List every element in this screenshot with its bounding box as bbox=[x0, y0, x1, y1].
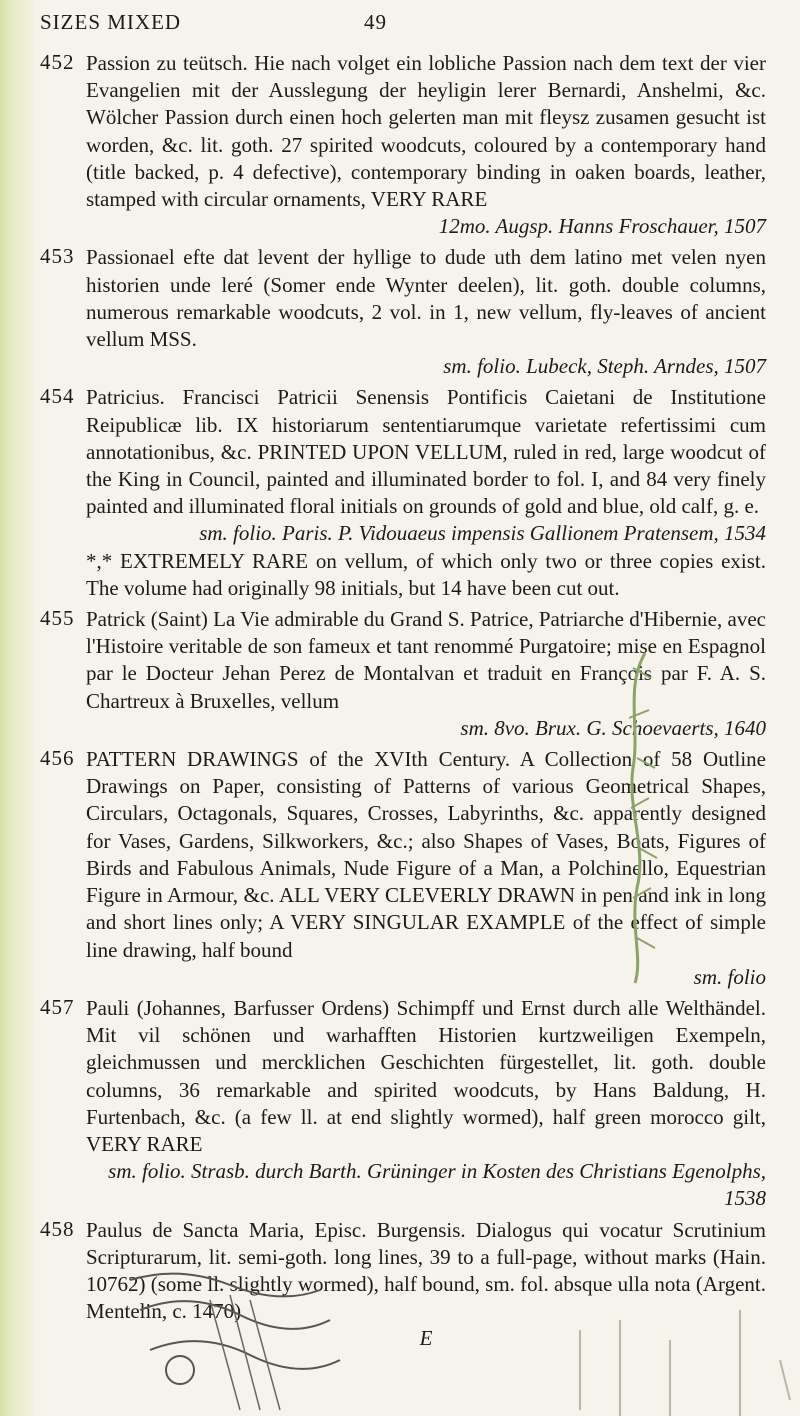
page-edge bbox=[0, 0, 34, 1416]
lot-entry bbox=[40, 746, 780, 991]
catalogue-entries bbox=[40, 50, 780, 1357]
marginal-drawing-illustration bbox=[615, 648, 665, 988]
lot-imprint: sm. folio. Lubeck, Steph. Arndes, 1507 bbox=[443, 354, 766, 379]
lot-description: Patrick (Saint) La Vie admirable du Grand S. Patrice, Patriarche d'Hibernie, avec l'Histoire veritable de son fameux et tant renommé Purgatoire; mise en Espagnol par le Docteur Jehan Perez de Montalvan et traduit en François par F. A. S. Chartreux à Bruxelles, vellum bbox=[86, 607, 766, 713]
lot-note: *,* EXTREMELY RARE on vellum, of which only two or three copies exist. The volume had originally 98 initials, but 14 have been cut out. bbox=[86, 548, 766, 600]
woodcut-illustration bbox=[120, 1260, 420, 1416]
lot-imprint: 12mo. Augsp. Hanns Froschauer, 1507 bbox=[438, 214, 766, 239]
lot-description: Pauli (Johannes, Barfusser Ordens) Schimpff und Ernst durch alle Welthändel. Mit vil schönen und warhafften Historien kurtzweiligen Exempeln, gleichmussen und mercklichen Geschichten fürgestellet, lit. goth. double columns, 36 remarkable and spirited woodcuts, by Hans Baldung, H. Furtenbach, &c. (a few ll. at end slightly wormed), half green morocco gilt, VERY RARE bbox=[86, 995, 766, 1156]
lot-entry bbox=[40, 995, 780, 1213]
lot-description: Passionael efte dat levent der hyllige to dude uth dem latino met velen nyen historien unde leré (Somer ende Wynter deelen), lit. goth. double columns, numerous remarkable woodcuts, 2 vol. in 1, new vellum, fly-leaves of ancient vellum MSS. bbox=[86, 245, 766, 352]
lot-number: 455 bbox=[40, 606, 75, 631]
lot-imprint: sm. folio. Strasb. durch Barth. Grüninger in Kosten des Christians Egenolphs, 1538 bbox=[108, 1159, 766, 1211]
lot-number: 453 bbox=[40, 244, 75, 269]
lot-imprint: sm. folio. Paris. P. Vidouaeus impensis Gallionem Pratensem, 1534 bbox=[199, 521, 766, 546]
page-number: 49 bbox=[364, 10, 387, 34]
lot-number: 452 bbox=[40, 50, 75, 74]
lot-description: Patricius. Francisci Patricii Senensis Pontificis Caietani de Institutione Reipublicæ lib. IX historiarum sententiarumque varietate refertissimi cum annotationibus, &c. PRINTED UPON VELLUM, ruled in red, large woodcut of the King in Council, painted and illuminated border to fol. I, and 84 very finely painted and illuminated floral initials on grounds of gold and blue, old calf, g. e. bbox=[86, 385, 766, 519]
lot-description: PATTERN DRAWINGS of the XVIth Century. A Collection of 58 Outline Drawings on Paper, consisting of Patterns of various Geometrical Shapes, Circulars, Octagonals, Squares, Crosses, Labyrinths, &c. apparently designed for Vases, Gardens, Silkworkers, &c.; also Shapes of Vases, Boats, Figures of Birds and Fabulous Animals, Nude Figure of a Man, a Polchinello, Equestrian Figure in Armour, &c. ALL VERY CLEVERLY DRAWN in pen and ink in long and short lines only; A VERY SINGULAR EXAMPLE of the effect of simple line drawing, half bound bbox=[86, 747, 766, 962]
section-title: SIZES MIXED bbox=[40, 10, 182, 34]
lot-entry bbox=[40, 244, 780, 380]
lot-description: Passion zu teütsch. Hie nach volget ein lobliche Passion nach dem text der vier Evangelien mit der Ausslegung der heyligin lerer Bernardi, Anshelmi, &c. Wölcher Passion durch einen hoch gelerten man mit fleysz zusamen gesucht ist worden, &c. lit. goth. 27 spirited woodcuts, coloured by a contemporary hand (title backed, p. 4 defective), contemporary binding in oaken boards, leather, stamped with circular ornaments, VERY RARE bbox=[86, 51, 766, 212]
lot-number: 457 bbox=[40, 994, 75, 1019]
lot-entry bbox=[40, 384, 780, 602]
lot-signature: E bbox=[419, 1326, 433, 1351]
show-through-marks-illustration bbox=[560, 1300, 800, 1416]
lot-entry bbox=[40, 50, 780, 240]
lot-imprint: sm. folio bbox=[693, 964, 766, 989]
lot-imprint: sm. 8vo. Brux. G. Schoevaerts, 1640 bbox=[460, 715, 766, 740]
lot-description: Paulus de Sancta Maria, Episc. Burgensis. Dialogus qui vocatur Scrutinium Scripturarum, lit. semi-goth. long lines, 39 to a full-page, without marks (Hain. 10762) (some ll. slightly wormed), half bound, sm. fol. absque ulla nota (Argent. Mentelin, c. 1470) bbox=[86, 1217, 766, 1324]
lot-entry bbox=[40, 606, 780, 742]
lot-number: 454 bbox=[40, 384, 75, 409]
lot-number: 458 bbox=[40, 1216, 75, 1241]
lot-number: 456 bbox=[40, 746, 75, 771]
